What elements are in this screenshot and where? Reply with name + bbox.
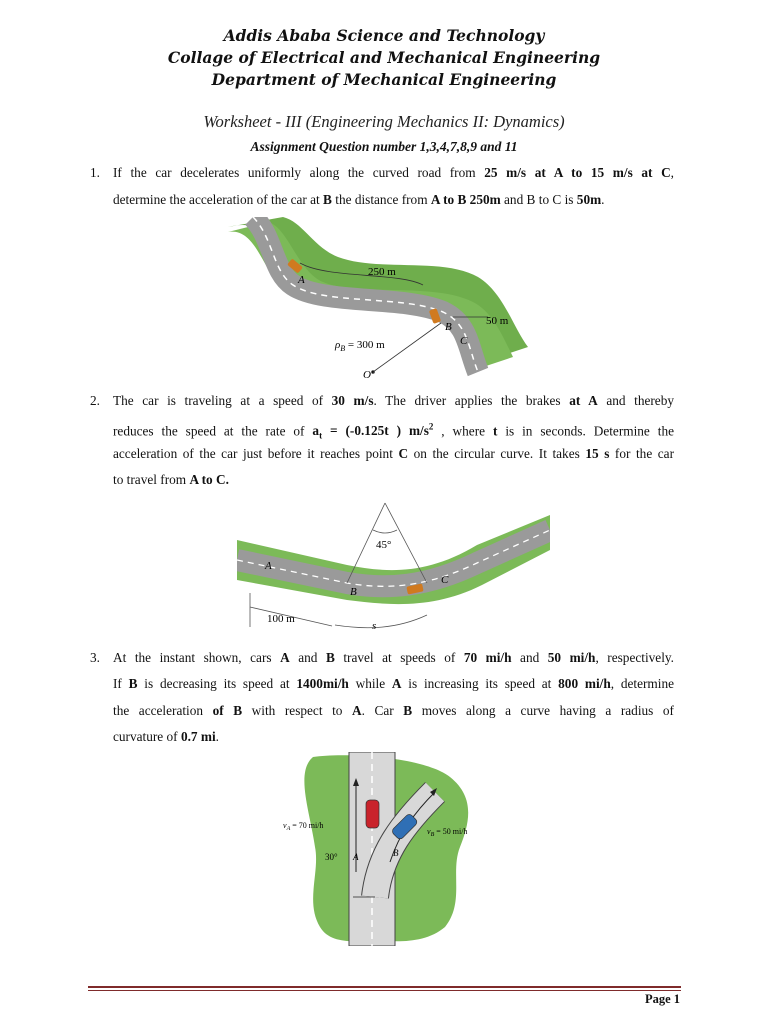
- q2-angle-arc: [373, 530, 397, 533]
- question-2-text-line-4: to travel from A to C.: [113, 472, 229, 487]
- assignment-note: Assignment Question number 1,3,4,7,8,9 and 11: [250, 139, 518, 154]
- college-title: Collage of Electrical and Mechanical Engineering: [167, 48, 601, 67]
- university-title: Addis Ababa Science and Technology: [223, 26, 545, 45]
- question-3-text-line-1: At the instant shown, cars A and B travel at speeds of 70 mi/h and 50 mi/h, respectively.: [113, 650, 674, 665]
- question-1-text-line-2: determine the acceleration of the car at B the distance from A to B 250m and B to C is 50m.: [113, 192, 605, 207]
- q2-label-b: B: [350, 586, 357, 598]
- q1-label-c: C: [460, 335, 468, 347]
- q3-car-a: [366, 800, 379, 828]
- q2-label-100: 100 m: [267, 613, 295, 625]
- q2-dim-s-line: [335, 615, 427, 628]
- q2-label-45: 45°: [376, 539, 392, 551]
- question-2-text-line-2: reduces the speed at the rate of $a_t = (-0.125t$ ) $m/s^2$ , where t is in seconds. Determine the: [113, 422, 674, 442]
- q1-label-o: O': [363, 369, 374, 379]
- question-3-text-line-3: the acceleration of B with respect to A. Car B moves along a curve having a radius of: [113, 703, 674, 718]
- question-3-number: 3.: [90, 650, 100, 665]
- q2-label-s: s: [372, 620, 377, 632]
- department-title: Department of Mechanical Engineering: [211, 70, 557, 89]
- footer-rule: [88, 986, 681, 988]
- question-1-number: 1.: [90, 165, 100, 180]
- question-2-text-line-3: acceleration of the car just before it reaches point C on the circular curve. It takes 15 s for the car: [113, 446, 674, 461]
- page-number: Page 1: [644, 992, 680, 1006]
- question-1-text-line-1: If the car decelerates uniformly along the curved road from 25 m/s at A to 15 m/s at C,: [113, 165, 674, 180]
- q2-label-a: A: [265, 560, 272, 572]
- question-1-figure: [228, 217, 538, 379]
- question-3-text-line-4: curvature of 0.7 mi.: [113, 729, 219, 744]
- q3-label-b: B: [393, 848, 399, 858]
- q3-label-a: A: [353, 852, 359, 862]
- q3-label-vb: $v_B = 50$ mi/h: [427, 827, 468, 838]
- q1-label-50: 50 m: [486, 315, 509, 327]
- question-2-text-line-1: The car is traveling at a speed of 30 m/s. The driver applies the brakes at A and thereby: [113, 393, 674, 408]
- question-3-text-line-2: If B is decreasing its speed at 1400mi/h while A is increasing its speed at 800 mi/h, determine: [113, 676, 674, 691]
- question-2-number: 2.: [90, 393, 100, 408]
- footer-rule-thin: [88, 990, 681, 991]
- q2-label-c: C: [441, 574, 449, 586]
- q1-label-250: 250 m: [368, 266, 396, 278]
- q1-label-a: A: [298, 274, 305, 286]
- q3-label-va: $v_A = 70$ mi/h: [283, 821, 324, 832]
- worksheet-title: Worksheet - III (Engineering Mechanics II: Dynamics): [203, 112, 565, 131]
- q1-label-rho: $\rho_B = 300$ m: [335, 339, 385, 353]
- q3-label-30: 30°: [325, 852, 338, 862]
- q1-label-b: B: [445, 321, 452, 333]
- question-3-figure: [275, 752, 490, 946]
- question-2-figure: [237, 495, 550, 635]
